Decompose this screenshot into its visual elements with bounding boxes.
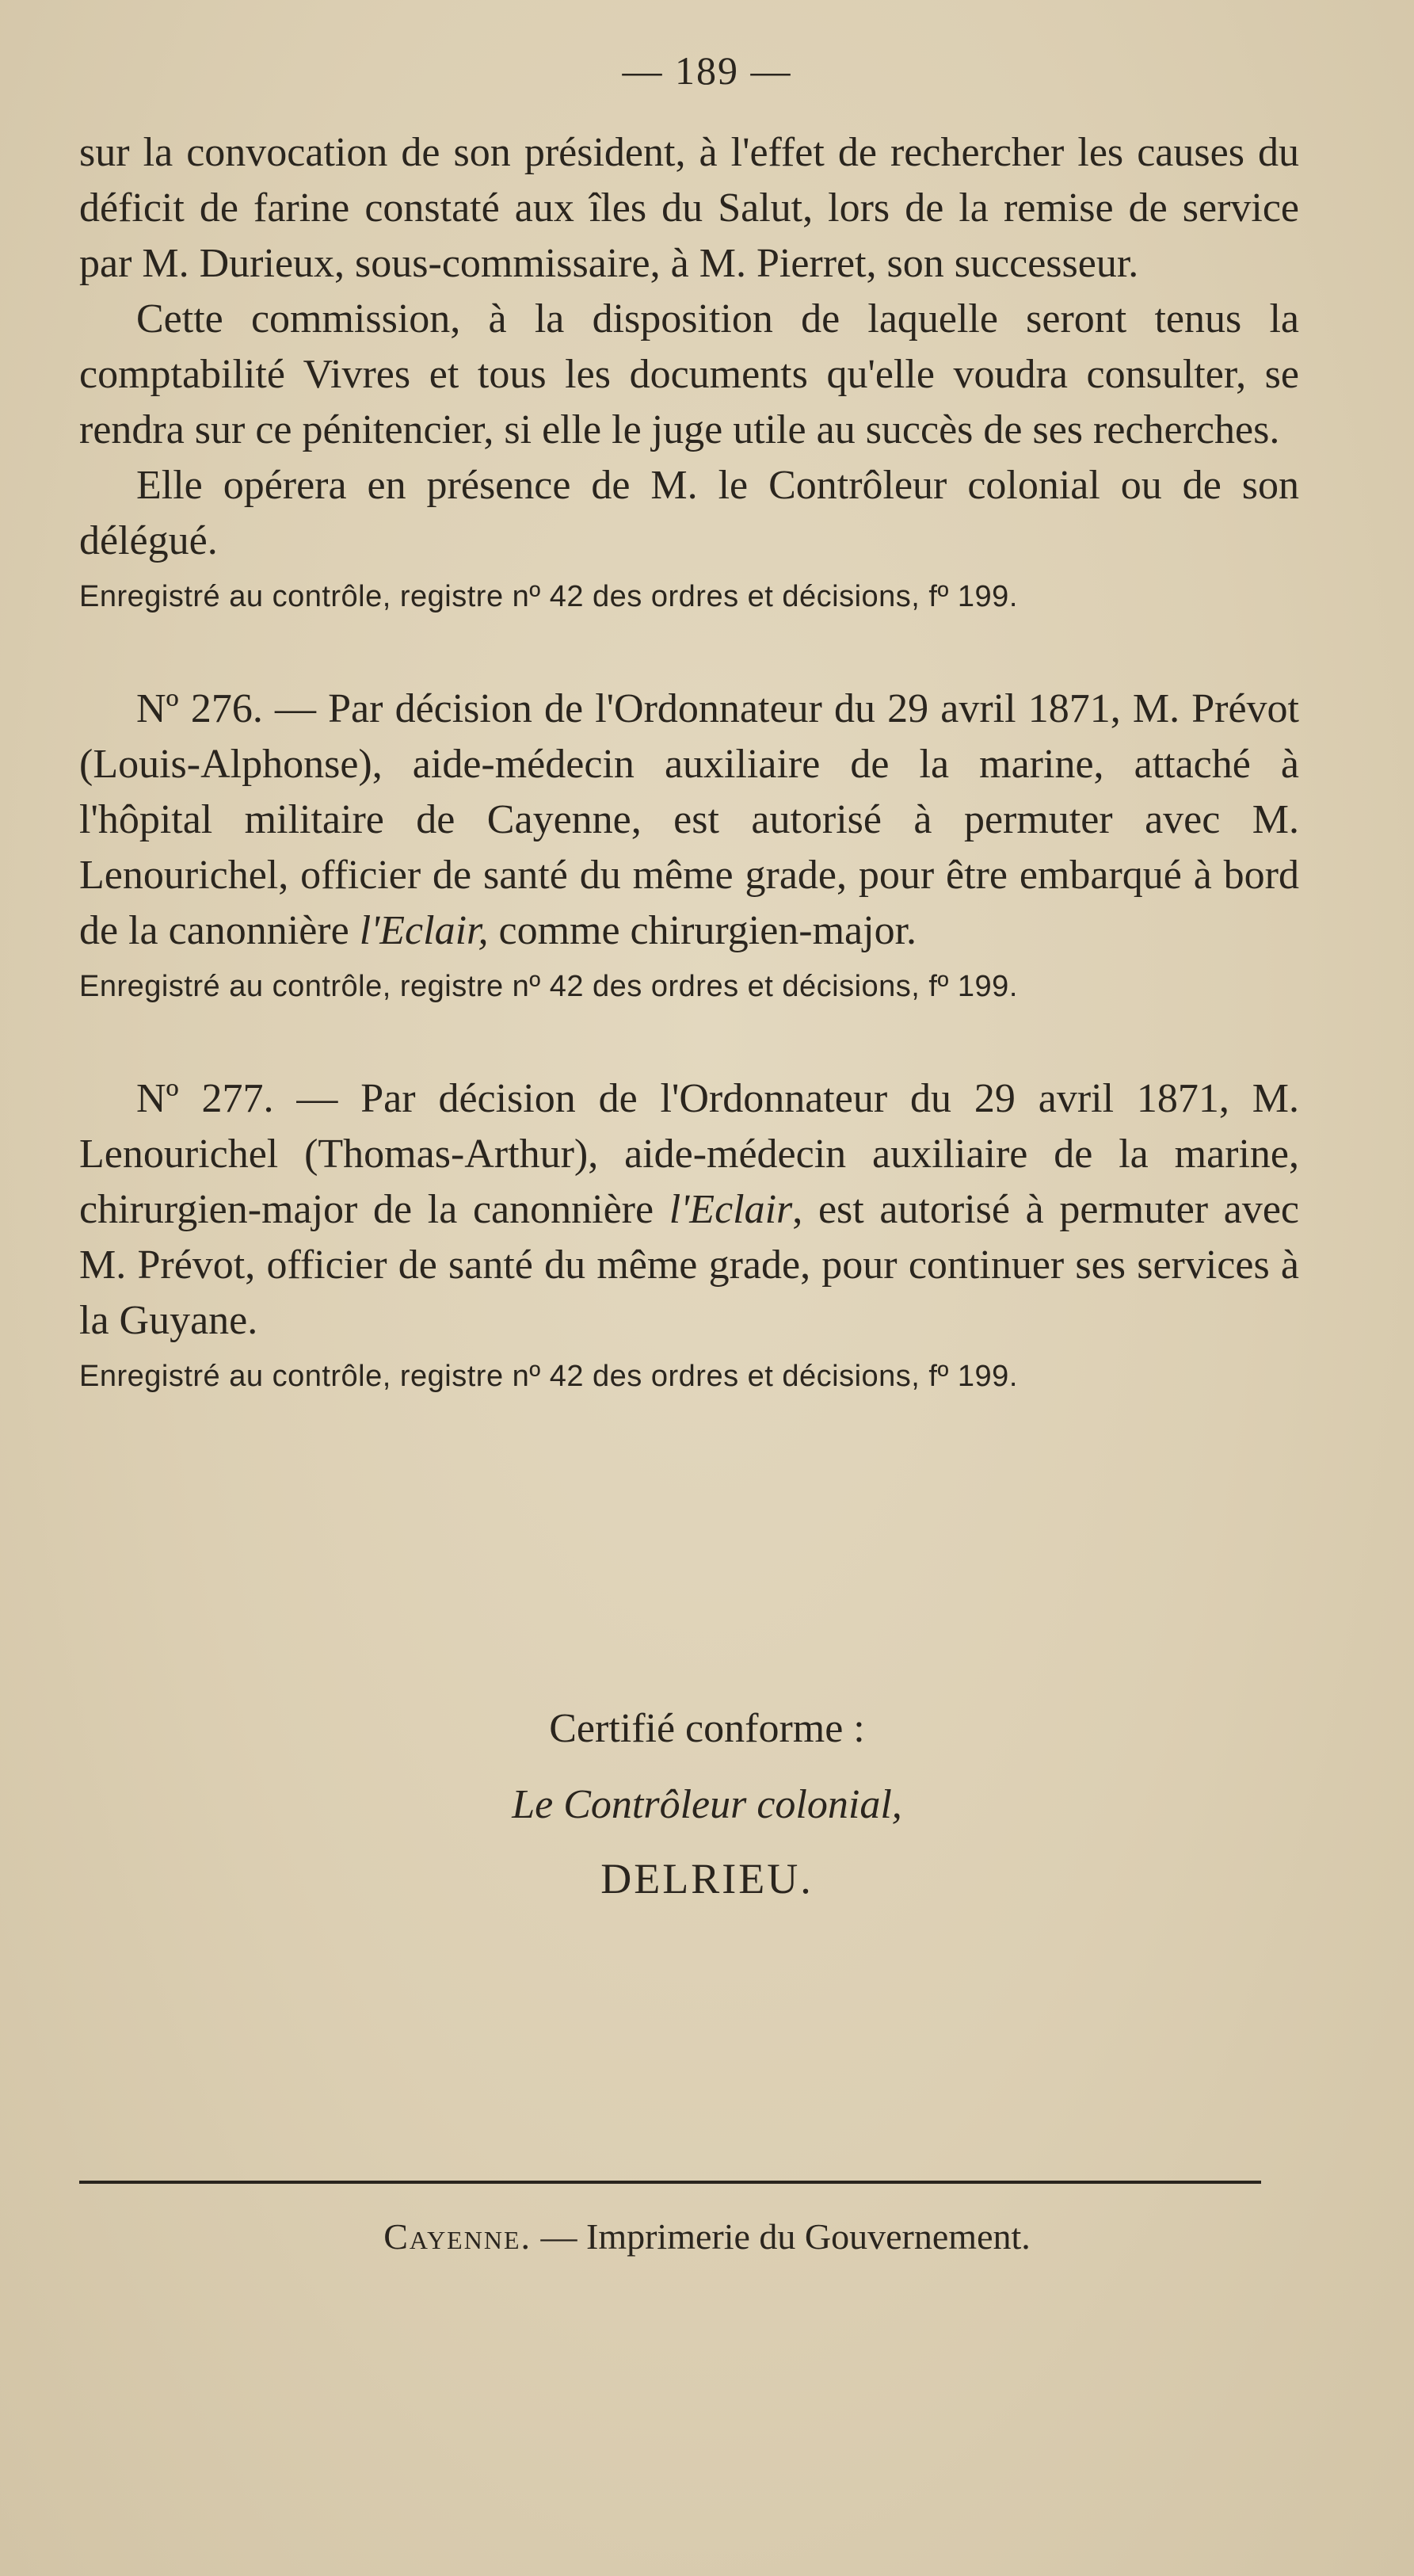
decision-276-ship-name: l'Eclair, (359, 908, 489, 953)
paragraph-commission-convocation: sur la convocation de son président, à l'effet de rechercher les causes du déficit de farine constaté aux îles du Salut, lors de la remise de service par M. Durieux, sous-commissaire, à M. Pierret, son successeur. (79, 130, 1299, 286)
decision-276-text-before: Nº 276. — Par décision de l'Ordonnateur du 29 avril 1871, M. Prévot (Louis-Alphonse), aide-médecin auxiliaire de la marine, attaché à l'hôpital militaire de Cayenne, est autorisé à permuter avec M. Lenourichel, officier de santé du même grade, pour être embarqué à bord de la canonnière (79, 686, 1299, 953)
decision-277-text (79, 1071, 1299, 1349)
certification-line: Certifié conforme : (549, 1706, 865, 1751)
imprint-place: Cayenne. (383, 2216, 532, 2257)
imprint-separator: — (532, 2216, 586, 2257)
decision-277 (79, 1071, 1299, 1396)
decision-277-text-after: , est autorisé à permuter avec M. Prévot, officier de santé du même grade, pour continuer ses services à la Guyane. (79, 1187, 1300, 1343)
footer-rule (79, 2181, 1261, 2184)
certification-signatory: DELRIEU. (600, 1855, 814, 1902)
body-text (79, 125, 1299, 1396)
certification-title: Le Contrôleur colonial, (512, 1782, 902, 1827)
decision-277-text-before: Nº 277. — Par décision de l'Ordonnateur du 29 avril 1871, M. Lenourichel (Thomas-Arthur), aide-médecin auxiliaire de la marine, chirurgien-major de la canonnière (79, 1076, 1299, 1232)
registration-note: Enregistré au contrôle, registre nº 42 des ordres et décisions, fº 199. (79, 580, 1018, 613)
printer-imprint (0, 2215, 1414, 2257)
decision-276-text-after: comme chirurgien-major. (488, 908, 917, 953)
decision-276-text (79, 681, 1299, 959)
decision-277-registration: Enregistré au contrôle, registre nº 42 des ordres et décisions, fº 199. (79, 1360, 1018, 1393)
paragraph-commission-controller: Elle opérera en présence de M. le Contrôleur colonial ou de son délégué. (79, 463, 1299, 563)
paragraph-commission-documents: Cette commission, à la disposition de laquelle seront tenus la comptabilité Vivres et tous les documents qu'elle voudra consulter, se rendra sur ce pénitencier, si elle le juge utile au succès de ses recherches. (79, 296, 1299, 452)
page-number: — 189 — (622, 48, 792, 93)
imprint-printer: Imprimerie du Gouvernement. (586, 2216, 1031, 2257)
decision-277-ship-name: l'Eclair (669, 1187, 793, 1232)
decision-276 (79, 681, 1299, 1006)
decision-276-registration: Enregistré au contrôle, registre nº 42 des ordres et décisions, fº 199. (79, 970, 1018, 1003)
